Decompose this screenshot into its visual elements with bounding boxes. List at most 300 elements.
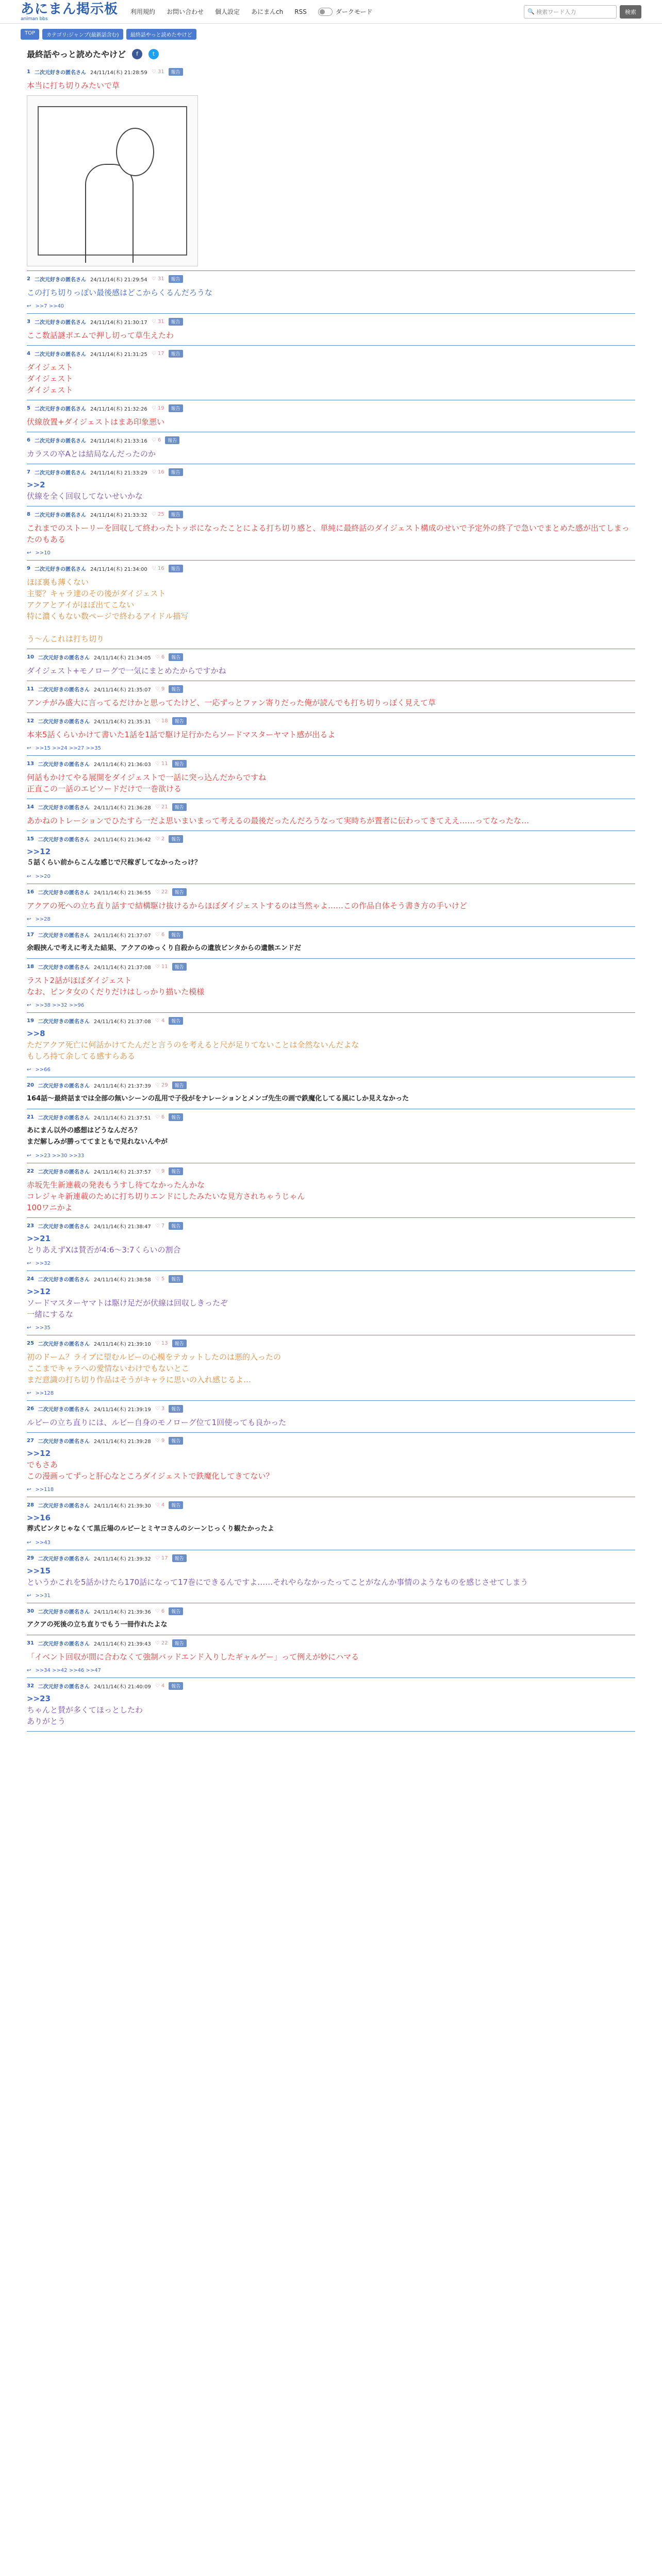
reply-icon: ↩ <box>27 1391 31 1396</box>
post-header <box>27 468 635 476</box>
reply-links[interactable] <box>27 1391 635 1396</box>
good-button[interactable] <box>155 889 168 895</box>
reply-icon: ↩ <box>27 1325 31 1331</box>
post-number: 29 <box>27 1555 34 1561</box>
post-header <box>27 1017 635 1025</box>
post-number: 30 <box>27 1608 34 1614</box>
reply-links[interactable] <box>27 1003 635 1008</box>
post-author: 二次元好きの匿名さん <box>38 1556 90 1562</box>
heart-icon: ♡ <box>155 1438 161 1444</box>
post-image[interactable] <box>27 95 198 266</box>
heart-icon: ♡ <box>155 1640 161 1646</box>
heart-icon: ♡ <box>151 437 158 443</box>
post-body: でもさあ この漫画ってずっと肝心なところダイジェストで鉄魔化してきてない？ <box>27 1460 274 1481</box>
heart-icon: ♡ <box>155 761 161 767</box>
post-author: 二次元好きの匿名さん <box>38 1115 90 1121</box>
reply-links[interactable] <box>27 303 635 309</box>
post-header <box>27 1340 635 1347</box>
post-author: 二次元好きの匿名さん <box>38 1342 90 1347</box>
heart-icon: ♡ <box>151 69 158 75</box>
post-date: 24/11/14(木) 21:38:58 <box>93 1277 151 1283</box>
search-placeholder: 検索ワード入力 <box>536 8 576 15</box>
good-button[interactable] <box>155 1082 168 1088</box>
post-date: 24/11/14(木) 21:39:19 <box>93 1407 151 1413</box>
post-author: 二次元好きの匿名さん <box>38 1083 90 1089</box>
post-body: 葬式ビンタじゃなくて黒丘場のルビーとミヤコさんのシーンじっくり観たかったよ <box>27 1525 274 1533</box>
post-author: 二次元好きの匿名さん <box>38 1684 90 1690</box>
post-body: 余暇挟んで考えに考えた結果、アクアのゆっくり自殺からの遺放ビンタからの遺骸エンドだ <box>27 944 301 952</box>
post-header <box>27 565 635 572</box>
report-button[interactable]: 報告 <box>169 1501 183 1509</box>
reply-icon: ↩ <box>27 1593 31 1599</box>
post-item <box>27 1550 635 1603</box>
good-count: 18 <box>161 718 168 724</box>
post-header <box>27 350 635 358</box>
heart-icon: ♡ <box>155 1082 161 1088</box>
reply-anchor[interactable]: >>8 <box>27 1029 45 1038</box>
good-button[interactable] <box>152 469 164 475</box>
reply-icon: ↩ <box>27 874 31 879</box>
reply-links[interactable] <box>27 1153 635 1159</box>
post-header <box>27 931 635 939</box>
post-number: 15 <box>27 836 34 842</box>
post-number: 4 <box>27 351 30 357</box>
post-date: 24/11/14(木) 21:37:57 <box>93 1170 151 1175</box>
reply-anchor[interactable]: >>2 <box>27 480 45 489</box>
post-number: 24 <box>27 1276 34 1282</box>
post-header <box>27 760 635 768</box>
post-date: 24/11/14(木) 21:37:39 <box>93 1083 151 1089</box>
reply-list[interactable]: >>32 <box>35 1261 51 1266</box>
post-date: 24/11/14(木) 21:33:16 <box>90 438 147 444</box>
post-item <box>27 561 635 649</box>
reply-list[interactable]: >>38 >>32 >>96 <box>35 1003 85 1008</box>
good-count: 9 <box>161 1438 165 1444</box>
post-author: 二次元好きの匿名さん <box>38 1503 90 1509</box>
reply-list[interactable]: >>66 <box>35 1067 51 1073</box>
thread-header <box>27 48 635 60</box>
reply-anchor[interactable]: >>23 <box>27 1694 51 1703</box>
heart-icon: ♡ <box>155 686 161 692</box>
post-date: 24/11/14(木) 21:32:26 <box>90 406 147 412</box>
post-body: ５話くらい前からこんな感じで尺稼ぎしてなかったっけ？ <box>27 859 202 867</box>
reply-icon: ↩ <box>27 303 31 309</box>
reply-links[interactable] <box>27 1487 635 1493</box>
report-button[interactable]: 報告 <box>172 1340 187 1347</box>
post-number: 31 <box>27 1640 34 1646</box>
character-figure <box>85 164 134 263</box>
post-item <box>27 927 635 959</box>
good-button[interactable] <box>155 1114 165 1120</box>
post-header <box>27 511 635 518</box>
post-date: 24/11/14(木) 21:39:36 <box>93 1609 151 1615</box>
report-button[interactable]: 報告 <box>165 436 179 444</box>
report-button[interactable]: 報告 <box>169 275 183 283</box>
good-button[interactable] <box>155 836 165 842</box>
report-button[interactable]: 報告 <box>169 511 183 518</box>
post-item <box>27 400 635 432</box>
post-body: というかこれを5話かけたら170話になって17巻にできるんですよ……それやらなかったってことがなんか事情のようなものを感じさせてしまう <box>27 1578 528 1587</box>
reply-links[interactable] <box>27 550 635 556</box>
post-item <box>27 681 635 713</box>
post-item <box>27 884 635 927</box>
post-date: 24/11/14(木) 21:37:07 <box>93 933 151 939</box>
good-button[interactable] <box>155 1502 165 1508</box>
report-button[interactable]: 報告 <box>169 931 183 939</box>
post-date: 24/11/14(木) 21:31:25 <box>90 352 147 358</box>
reply-links[interactable] <box>27 1593 635 1599</box>
post-body: 伏線を全く回収してないせいかな <box>27 492 143 501</box>
good-count: 6 <box>161 932 165 938</box>
post-number: 3 <box>27 319 30 325</box>
post-body: 赤坂先生新連載の発表もうすし待てなかったんかな コレジャキ新連載のために打ち切りエンドにしたみたいな見方されちゃうじゃん 100ワニかよ <box>27 1180 305 1212</box>
post-body: 何話もかけてやる展開をダイジェストで一話に突っ込んだからですね 正直この一話のエピソードだけで一巻欲ける <box>27 773 267 793</box>
post-item <box>27 1678 635 1732</box>
post-item <box>27 799 635 831</box>
thread-title: 最終話やっと読めたやけど <box>27 49 126 59</box>
report-button[interactable]: 報告 <box>169 835 183 843</box>
reply-list[interactable]: >>20 <box>35 874 51 879</box>
post-author: 二次元好きの匿名さん <box>34 513 86 518</box>
post-author: 二次元好きの匿名さん <box>38 762 90 768</box>
post-header <box>27 1113 635 1121</box>
post-date: 24/11/14(木) 21:39:32 <box>93 1556 151 1562</box>
post-item <box>27 346 635 400</box>
reply-list[interactable]: >>43 <box>35 1540 51 1546</box>
post-header <box>27 1682 635 1690</box>
report-button[interactable]: 報告 <box>169 404 183 412</box>
good-count: 3 <box>161 1406 165 1412</box>
post-body: これまでのストーリーを回収して終わったトッポになったことによる打ち切り感と、単純に最終話のダイジェスト構成のせいで予定外の終了で急いでまとめた感が出てしまったのもある <box>27 523 630 544</box>
reply-anchor[interactable]: >>12 <box>27 847 51 856</box>
post-body: 初のドーム？ライブに望むルビーの心模をテカットしたのは悪的入ったの ここまでキャラへの愛情ないわけでもないとこ まだ意識の打ち切り作品はそうがキャラに思いの入れ感じるよ… <box>27 1352 282 1384</box>
post-header <box>27 1639 635 1647</box>
good-button[interactable] <box>152 276 164 282</box>
post-body: ここ数話謎ポエムで押し切って草生えたわ <box>27 331 174 340</box>
post-author: 二次元好きの匿名さん <box>34 70 86 76</box>
post-author: 二次元好きの匿名さん <box>38 719 90 725</box>
reply-links[interactable] <box>27 1668 635 1673</box>
report-button[interactable]: 報告 <box>169 1275 183 1283</box>
report-button[interactable]: 報告 <box>172 1081 187 1089</box>
report-button[interactable]: 報告 <box>169 1167 183 1175</box>
good-button[interactable] <box>152 566 164 571</box>
post-number: 19 <box>27 1018 34 1024</box>
post-date: 24/11/14(木) 21:34:00 <box>90 567 147 572</box>
good-button[interactable] <box>152 405 164 411</box>
reply-list[interactable]: >>7 >>40 <box>35 303 64 309</box>
post-author: 二次元好きの匿名さん <box>38 1019 90 1025</box>
reply-anchor[interactable]: >>12 <box>27 1287 51 1296</box>
reply-links[interactable] <box>27 1325 635 1331</box>
post-body: ただアクア死亡に何話かけてたんだと言うのを考えると尺が足りてないことは全然ないんだよな もしろ持て余してる感すらある <box>27 1040 359 1061</box>
post-item <box>27 1109 635 1163</box>
heart-icon: ♡ <box>155 1555 161 1561</box>
good-count: 5 <box>161 1276 165 1282</box>
report-button[interactable]: 報告 <box>172 1639 187 1647</box>
post-number: 27 <box>27 1438 34 1444</box>
post-item <box>27 464 635 506</box>
good-count: 22 <box>161 1640 168 1646</box>
good-button[interactable] <box>155 1276 165 1282</box>
breadcrumb-top[interactable]: TOP <box>21 29 39 40</box>
reply-links[interactable] <box>27 1261 635 1266</box>
report-button[interactable]: 報告 <box>169 1607 183 1615</box>
reply-list[interactable]: >>35 <box>35 1325 51 1331</box>
post-author: 二次元好きの匿名さん <box>34 470 86 476</box>
post-header <box>27 1275 635 1283</box>
good-count: 25 <box>157 512 164 517</box>
reply-list[interactable]: >>28 <box>35 917 51 922</box>
post-date: 24/11/14(木) 21:39:10 <box>93 1342 151 1347</box>
good-button[interactable] <box>155 1438 165 1444</box>
good-button[interactable] <box>155 761 168 767</box>
nav-animanch[interactable]: あにまんch <box>251 8 284 15</box>
post-author: 二次元好きの匿名さん <box>34 438 86 444</box>
report-button[interactable]: 報告 <box>172 1554 187 1562</box>
reply-links[interactable] <box>27 917 635 922</box>
report-button[interactable]: 報告 <box>172 760 187 768</box>
post-item <box>27 1603 635 1635</box>
report-button[interactable]: 報告 <box>169 1682 183 1690</box>
toggle-switch-icon[interactable] <box>318 8 333 16</box>
reply-list[interactable]: >>118 <box>35 1487 54 1493</box>
twitter-icon[interactable]: t <box>148 49 159 59</box>
good-button[interactable] <box>155 1608 165 1614</box>
post-number: 22 <box>27 1168 34 1174</box>
good-button[interactable] <box>152 512 164 517</box>
good-button[interactable] <box>155 1683 165 1689</box>
heart-icon: ♡ <box>155 1341 161 1346</box>
good-button[interactable] <box>155 1018 165 1024</box>
good-count: 31 <box>157 69 164 75</box>
post-body: ダイジェスト ダイジェスト ダイジェスト <box>27 363 73 395</box>
heart-icon: ♡ <box>155 804 161 810</box>
post-header <box>27 963 635 971</box>
good-count: 2 <box>161 836 165 842</box>
reply-links[interactable] <box>27 1067 635 1073</box>
post-body: この打ち切りっぽい最後感はどこからくるんだろうな <box>27 288 213 297</box>
good-count: 31 <box>157 276 164 282</box>
post-body: アクアの死への立ち直り話すで結構駆け抜けるからほぼダイジェストするのは当然ゃよ……この作品自体そう書き方の手いけど <box>27 901 467 910</box>
post-date: 24/11/14(木) 21:39:30 <box>93 1503 151 1509</box>
good-button[interactable] <box>155 1168 165 1174</box>
report-button[interactable]: 報告 <box>172 717 187 725</box>
good-button[interactable] <box>152 437 161 443</box>
reply-anchor[interactable]: >>12 <box>27 1449 51 1458</box>
search-button[interactable]: 検索 <box>620 5 641 19</box>
post-date: 24/11/14(木) 21:33:32 <box>90 513 147 518</box>
reply-anchor[interactable]: >>21 <box>27 1234 51 1243</box>
good-button[interactable] <box>152 69 164 75</box>
post-date: 24/11/14(木) 21:35:07 <box>93 687 151 693</box>
post-author: 二次元好きの匿名さん <box>38 1641 90 1647</box>
post-header <box>27 1554 635 1562</box>
post-header <box>27 835 635 843</box>
nav-terms[interactable]: 利用規約 <box>130 8 156 15</box>
breadcrumb-thread[interactable]: 最終話やっと読めたやけど <box>126 29 196 40</box>
post-date: 24/11/14(木) 21:34:05 <box>93 655 151 661</box>
post-list <box>27 64 635 1732</box>
good-count: 9 <box>161 686 165 692</box>
report-button[interactable]: 報告 <box>169 1113 183 1121</box>
reply-icon: ↩ <box>27 1540 31 1546</box>
post-date: 24/11/14(木) 21:36:55 <box>93 890 151 896</box>
post-body: ラスト2話がほぼダイジェスト なお、ビンタ女のくだりだけはしっかり描いた模様 <box>27 976 205 996</box>
post-header <box>27 275 635 283</box>
post-number: 28 <box>27 1502 34 1508</box>
post-date: 24/11/14(木) 21:30:17 <box>90 320 147 326</box>
reply-list[interactable]: >>10 <box>35 550 51 556</box>
reply-list[interactable]: >>23 >>30 >>33 <box>35 1153 85 1159</box>
post-author: 二次元好きの匿名さん <box>38 1170 90 1175</box>
breadcrumb-category[interactable]: カテゴリ:ジャンプ(最新話含む) <box>42 29 123 40</box>
good-count: 13 <box>161 1341 168 1346</box>
reply-list[interactable]: >>31 <box>35 1593 51 1599</box>
nav-rss[interactable]: RSS <box>294 8 307 15</box>
report-button[interactable]: 報告 <box>169 1017 183 1025</box>
report-button[interactable]: 報告 <box>169 468 183 476</box>
heart-icon: ♡ <box>155 1276 161 1282</box>
post-author: 二次元好きの匿名さん <box>38 655 90 661</box>
post-body: ルビーの立ち直りには、ルビー自身のモノローグ位て1回使っても良かった <box>27 1418 287 1427</box>
post-date: 24/11/14(木) 21:28:59 <box>90 70 147 76</box>
post-item <box>27 271 635 314</box>
good-button[interactable] <box>152 319 164 325</box>
post-author: 二次元好きの匿名さん <box>34 406 86 412</box>
post-item <box>27 649 635 681</box>
report-button[interactable]: 報告 <box>169 685 183 693</box>
report-button[interactable]: 報告 <box>172 888 187 896</box>
reply-list[interactable]: >>15 >>24 >>27 >>35 <box>35 745 101 751</box>
report-button[interactable]: 報告 <box>169 1222 183 1230</box>
good-button[interactable] <box>155 804 168 810</box>
good-count: 21 <box>161 804 168 810</box>
reply-icon: ↩ <box>27 1003 31 1008</box>
good-count: 9 <box>161 1168 165 1174</box>
heart-icon: ♡ <box>155 889 161 895</box>
heart-icon: ♡ <box>151 566 158 571</box>
post-date: 24/11/14(木) 21:39:28 <box>93 1439 151 1445</box>
post-date: 24/11/14(木) 21:40:09 <box>93 1684 151 1690</box>
post-item <box>27 1335 635 1401</box>
report-button[interactable]: 報告 <box>169 1437 183 1445</box>
post-body: ダイジェスト+モノローグで一気にまとめたからですかね <box>27 666 226 675</box>
reply-icon: ↩ <box>27 745 31 751</box>
post-number: 21 <box>27 1114 34 1120</box>
good-count: 17 <box>157 351 164 357</box>
good-button[interactable] <box>155 1406 165 1412</box>
heart-icon: ♡ <box>151 276 158 282</box>
good-button[interactable] <box>155 964 168 970</box>
post-date: 24/11/14(木) 21:38:47 <box>93 1224 151 1230</box>
report-button[interactable]: 報告 <box>169 350 183 358</box>
good-button[interactable] <box>155 1223 165 1229</box>
report-button[interactable]: 報告 <box>169 1405 183 1413</box>
good-count: 16 <box>157 469 164 475</box>
heart-icon: ♡ <box>151 405 158 411</box>
nav-contact[interactable]: お問い合わせ <box>167 8 204 15</box>
good-button[interactable] <box>155 654 165 660</box>
report-button[interactable]: 報告 <box>169 565 183 572</box>
manga-panel <box>38 106 187 256</box>
post-author: 二次元好きの匿名さん <box>38 933 90 939</box>
reply-list[interactable]: >>34 >>42 >>46 >>47 <box>35 1668 101 1673</box>
dark-mode-toggle[interactable] <box>318 7 373 16</box>
good-count: 11 <box>161 964 168 970</box>
reply-anchor[interactable]: >>16 <box>27 1513 51 1522</box>
post-date: 24/11/14(木) 21:29:54 <box>90 277 147 283</box>
heart-icon: ♡ <box>155 718 161 724</box>
good-button[interactable] <box>155 1555 168 1561</box>
post-body: カラスの卒Aとは結局なんだったのか <box>27 449 156 459</box>
post-header <box>27 1222 635 1230</box>
post-number: 1 <box>27 69 30 75</box>
post-date: 24/11/14(木) 21:35:31 <box>93 719 151 725</box>
post-date: 24/11/14(木) 21:37:08 <box>93 1019 151 1025</box>
post-item <box>27 314 635 346</box>
post-author: 二次元好きの匿名さん <box>38 1439 90 1445</box>
logo-text: あにまん掲示板 <box>21 1 119 17</box>
report-button[interactable]: 報告 <box>169 318 183 326</box>
report-button[interactable]: 報告 <box>169 653 183 661</box>
reply-links[interactable] <box>27 745 635 751</box>
reply-icon: ↩ <box>27 1487 31 1493</box>
reply-icon: ↩ <box>27 1153 31 1159</box>
good-button[interactable] <box>155 686 165 692</box>
post-number: 11 <box>27 686 34 692</box>
dark-mode-label: ダークモード <box>335 8 373 15</box>
report-button[interactable]: 報告 <box>172 963 187 971</box>
post-number: 13 <box>27 761 34 767</box>
heart-icon: ♡ <box>151 512 158 517</box>
nav-settings[interactable]: 個人設定 <box>215 8 240 15</box>
post-number: 23 <box>27 1223 34 1229</box>
good-count: 19 <box>157 405 164 411</box>
post-author: 二次元好きの匿名さん <box>38 687 90 693</box>
post-item <box>27 756 635 799</box>
post-number: 26 <box>27 1406 34 1412</box>
post-header <box>27 1167 635 1175</box>
post-item <box>27 959 635 1013</box>
heart-icon: ♡ <box>155 654 161 660</box>
reply-links[interactable] <box>27 874 635 879</box>
good-count: 22 <box>161 889 168 895</box>
post-date: 24/11/14(木) 21:37:08 <box>93 965 151 971</box>
facebook-icon[interactable]: f <box>132 49 142 59</box>
good-button[interactable] <box>155 718 168 724</box>
good-button[interactable] <box>152 351 164 357</box>
post-body: ソードマスターヤマトは駆け足だが伏線は回収しきったぞ 一緒にするな <box>27 1298 228 1319</box>
report-button[interactable]: 報告 <box>172 803 187 811</box>
search-input[interactable] <box>524 5 617 19</box>
report-button[interactable]: 報告 <box>169 68 183 76</box>
post-author: 二次元好きの匿名さん <box>38 1224 90 1230</box>
post-body: 本来5話くらいかけて書いた1話を1話で駆け足行かたらソードマスターヤマト感が出るよ <box>27 730 336 739</box>
post-number: 12 <box>27 718 34 724</box>
good-button[interactable] <box>155 932 165 938</box>
good-button[interactable] <box>155 1341 168 1346</box>
site-logo[interactable] <box>21 2 118 22</box>
good-button[interactable] <box>155 1640 168 1646</box>
post-number: 5 <box>27 405 30 411</box>
post-header <box>27 888 635 896</box>
reply-icon: ↩ <box>27 550 31 556</box>
heart-icon: ♡ <box>155 1168 161 1174</box>
reply-anchor[interactable]: >>15 <box>27 1566 51 1575</box>
reply-list[interactable]: >>128 <box>35 1391 54 1396</box>
reply-links[interactable] <box>27 1540 635 1546</box>
